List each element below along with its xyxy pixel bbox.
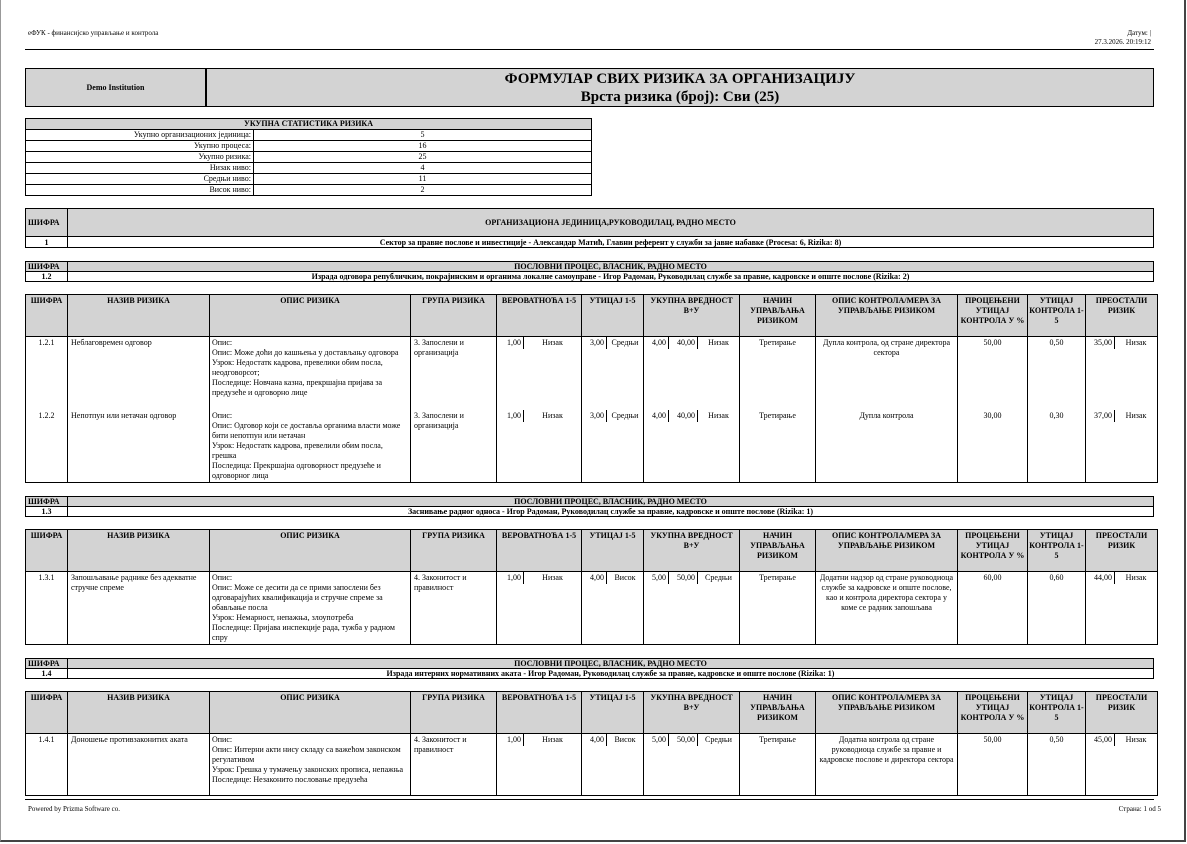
residual-risk-level: Низак bbox=[1125, 338, 1147, 347]
org-text: Сектор за правне послове и инвестиције - Александар Матић, Главни референт у служби за јавне набавке (Procesa: 6, Rizika: 8) bbox=[68, 237, 1154, 248]
process-code: 1.2 bbox=[26, 272, 68, 282]
risk-group: 4. Законитост и правилност bbox=[411, 572, 497, 645]
total-score: 40,00 bbox=[669, 410, 698, 422]
date-label: Датум: | bbox=[1127, 29, 1151, 37]
risk-description-line: Узрок: Грешка у тумачењу законских прописа, непажња bbox=[212, 765, 404, 774]
col-header-mgmt: НАЧИН УПРАВЉАЊА РИЗИКОМ bbox=[740, 530, 816, 572]
control-impact: 0,60 bbox=[1028, 572, 1086, 645]
impact-value: 4,00 bbox=[582, 734, 607, 746]
impact-value: 4,00 bbox=[582, 572, 607, 584]
risk-name: Непотпун или нетачан одговор bbox=[68, 410, 210, 483]
risk-description-line: Узрок: Немарност, непажња, злоупотреба bbox=[212, 613, 354, 622]
risk-row bbox=[26, 734, 1158, 796]
control-description: Додатни надзор од стране руководиоца службе за кадровске и опште послове, као и контрола директора сектора у коме се радник запошљава bbox=[816, 572, 958, 645]
process-code-header: ШИФРА bbox=[26, 659, 68, 669]
risk-description bbox=[210, 337, 411, 410]
institution-name: Demo Institution bbox=[26, 69, 207, 106]
report-title bbox=[207, 69, 1153, 106]
col-header-est: ПРОЦЕЊЕНИ УТИЦАЈ КОНТРОЛА У % bbox=[958, 530, 1028, 572]
risk-name: Неблаговремен одговор bbox=[68, 337, 210, 410]
org-code: 1 bbox=[26, 237, 68, 248]
probability-level: Низак bbox=[542, 338, 563, 347]
control-impact: 0,50 bbox=[1028, 337, 1086, 410]
col-header-impact: УТИЦАЈ 1-5 bbox=[582, 692, 644, 734]
stats-table bbox=[25, 118, 592, 196]
estimated-control-impact: 50,00 bbox=[958, 734, 1028, 796]
risk-header-row bbox=[26, 692, 1158, 734]
header-rule bbox=[25, 49, 1154, 50]
risk-description-line: Опис: Интерни акти нису складу са важећом законском регулативом bbox=[212, 745, 401, 764]
management-method: Третирање bbox=[740, 410, 816, 483]
estimated-control-impact: 30,00 bbox=[958, 410, 1028, 483]
probability-level: Низак bbox=[542, 573, 563, 582]
col-header-group: ГРУПА РИЗИКА bbox=[411, 530, 497, 572]
org-title-header: ОРГАНИЗАЦИОНА ЈЕДИНИЦА,РУКОВОДИЛАЦ, РАДНО МЕСТО bbox=[68, 209, 1154, 237]
residual-risk-value: 37,00 bbox=[1086, 410, 1115, 422]
col-header-group: ГРУПА РИЗИКА bbox=[411, 295, 497, 337]
risk-description-line: Опис: Одговор који се доставља органима власти може бити непотпун или нетачан bbox=[212, 420, 401, 440]
col-header-rest: ПРЕОСТАЛИ РИЗИК bbox=[1086, 692, 1158, 734]
col-header-control: ОПИС КОНТРОЛА/МЕРА ЗА УПРАВЉАЊЕ РИЗИКОМ bbox=[816, 530, 958, 572]
risk-description-line: Узрок: Недостатк кадрова, превелили обим посла, грешка bbox=[212, 440, 383, 460]
process-code-header: ШИФРА bbox=[26, 497, 68, 507]
management-method: Третирање bbox=[740, 572, 816, 645]
management-method: Третирање bbox=[740, 337, 816, 410]
col-header-group: ГРУПА РИЗИКА bbox=[411, 692, 497, 734]
org-unit-table bbox=[25, 208, 1154, 248]
total-score: 50,00 bbox=[669, 572, 698, 584]
col-header-imp2: УТИЦАЈ КОНТРОЛА 1-5 bbox=[1028, 692, 1086, 734]
control-description: Дупла контрола, од стране директора сектора bbox=[816, 337, 958, 410]
stat-value: 5 bbox=[254, 130, 592, 141]
risk-name: Запошљавање раднике без адекватне стручне спреме bbox=[68, 572, 210, 645]
total-level: Низак bbox=[708, 410, 729, 420]
report-title-line1: ФОРМУЛАР СВИХ РИЗИКА ЗА ОРГАНИЗАЦИЈУ bbox=[504, 71, 856, 87]
total-value: 4,00 bbox=[644, 337, 669, 349]
process-title-header: ПОСЛОВНИ ПРОЦЕС, ВЛАСНИК, РАДНО МЕСТО bbox=[68, 262, 1154, 272]
col-header-total: УКУПНА ВРЕДНОСТ В+У bbox=[644, 692, 740, 734]
col-header-code: ШИФРА bbox=[26, 530, 68, 572]
col-header-desc: ОПИС РИЗИКА bbox=[210, 295, 411, 337]
col-header-rest: ПРЕОСТАЛИ РИЗИК bbox=[1086, 295, 1158, 337]
risk-description-line: Узрок: Недостатк кадрова, превелики обим посла, неодговорсот; bbox=[212, 358, 383, 377]
risk-row bbox=[26, 337, 1158, 410]
col-header-imp2: УТИЦАЈ КОНТРОЛА 1-5 bbox=[1028, 295, 1086, 337]
risk-table bbox=[25, 294, 1158, 483]
col-header-prob: ВЕРОВАТНОЋА 1-5 bbox=[497, 530, 582, 572]
risk-name: Доношење противзаконитих аката bbox=[68, 734, 210, 796]
total-score: 40,00 bbox=[669, 337, 698, 349]
risk-group: 3. Запослени и организација bbox=[411, 337, 497, 410]
process-code-header: ШИФРА bbox=[26, 262, 68, 272]
report-title-line2: Врста ризика (број): Сви (25) bbox=[580, 89, 780, 105]
col-header-code: ШИФРА bbox=[26, 692, 68, 734]
risk-description-line: Последице: Незаконито пословање предузећа bbox=[212, 775, 368, 784]
col-header-est: ПРОЦЕЊЕНИ УТИЦАЈ КОНТРОЛА У % bbox=[958, 692, 1028, 734]
stats-heading: УКУПНА СТАТИСТИКА РИЗИКА bbox=[26, 119, 592, 130]
col-header-mgmt: НАЧИН УПРАВЉАЊА РИЗИКОМ bbox=[740, 692, 816, 734]
residual-risk-level: Низак bbox=[1125, 573, 1147, 582]
impact-level: Висок bbox=[614, 735, 636, 744]
risk-row bbox=[26, 572, 1158, 645]
risk-description-line: Опис: Може доћи до кашњења у достављању одговора bbox=[212, 348, 399, 357]
risk-description-line: Опис: Може се десити да се прими запослени без одговарајућих квалификација и стручне спреме за обављање посла bbox=[212, 583, 383, 612]
col-header-total: УКУПНА ВРЕДНОСТ В+У bbox=[644, 530, 740, 572]
footer-powered-by: Powered by Prizma Software co. bbox=[28, 805, 120, 813]
col-header-name: НАЗИВ РИЗИКА bbox=[68, 692, 210, 734]
print-date bbox=[1095, 29, 1151, 47]
probability-value: 1,00 bbox=[497, 572, 524, 584]
risk-header-row bbox=[26, 530, 1158, 572]
total-level: Низак bbox=[708, 338, 729, 347]
total-level: Средњи bbox=[705, 735, 732, 744]
app-name: eФУК - финансијско управљање и контрола bbox=[28, 29, 159, 37]
probability-value: 1,00 bbox=[497, 734, 524, 746]
col-header-name: НАЗИВ РИЗИКА bbox=[68, 295, 210, 337]
residual-risk-value: 35,00 bbox=[1086, 337, 1115, 349]
risk-description-line: Последице: Новчана казна, прекршајна пријава за предузеће и одговорно лице bbox=[212, 378, 383, 397]
risk-description-line: Опис: bbox=[212, 410, 233, 420]
probability-level: Низак bbox=[542, 410, 563, 420]
estimated-control-impact: 50,00 bbox=[958, 337, 1028, 410]
stat-value: 4 bbox=[254, 163, 592, 174]
col-header-control: ОПИС КОНТРОЛА/МЕРА ЗА УПРАВЉАЊЕ РИЗИКОМ bbox=[816, 692, 958, 734]
control-impact: 0,50 bbox=[1028, 734, 1086, 796]
estimated-control-impact: 60,00 bbox=[958, 572, 1028, 645]
col-header-mgmt: НАЧИН УПРАВЉАЊА РИЗИКОМ bbox=[740, 295, 816, 337]
total-value: 5,00 bbox=[644, 572, 669, 584]
process-band bbox=[25, 658, 1154, 679]
process-code: 1.4 bbox=[26, 669, 68, 679]
risk-description-line: Последица: Прекршајна одговорност предузеће и одговорног лица bbox=[212, 460, 381, 480]
process-title-header: ПОСЛОВНИ ПРОЦЕС, ВЛАСНИК, РАДНО МЕСТО bbox=[68, 497, 1154, 507]
total-value: 5,00 bbox=[644, 734, 669, 746]
residual-risk-value: 45,00 bbox=[1086, 734, 1115, 746]
risk-code: 1.2.1 bbox=[26, 337, 68, 410]
process-title-header: ПОСЛОВНИ ПРОЦЕС, ВЛАСНИК, РАДНО МЕСТО bbox=[68, 659, 1154, 669]
stat-value: 25 bbox=[254, 152, 592, 163]
process-text: Израда интерних нормативних аката - Игор Радоман, Руководилац службе за правне, кадровске и опште послове (Rizika: 1) bbox=[68, 669, 1154, 679]
control-description: Дупла контрола bbox=[816, 410, 958, 483]
risk-description-line: Опис: bbox=[212, 735, 233, 744]
process-text: Израда одговора републичким, покрајинским и органима локалне самоуправе - Игор Радоман, Руководилац службе за правне, кадровске и опште послове (Rizika: 2) bbox=[68, 272, 1154, 282]
risk-code: 1.3.1 bbox=[26, 572, 68, 645]
risk-code: 1.2.2 bbox=[26, 410, 68, 483]
stat-label: Укупно организационих јединица: bbox=[26, 130, 254, 141]
probability-value: 1,00 bbox=[497, 337, 524, 349]
org-code-header: ШИФРА bbox=[26, 209, 68, 237]
process-band bbox=[25, 496, 1154, 517]
risk-group: 4. Законитост и правилност bbox=[411, 734, 497, 796]
stat-label: Укупно процеса: bbox=[26, 141, 254, 152]
col-header-name: НАЗИВ РИЗИКА bbox=[68, 530, 210, 572]
probability-level: Низак bbox=[542, 735, 563, 744]
process-text: Заснивање радног односа - Игор Радоман, Руководилац службе за правне, кадровске и опште послове (Rizika: 1) bbox=[68, 507, 1154, 517]
col-header-total: УКУПНА ВРЕДНОСТ В+У bbox=[644, 295, 740, 337]
control-description: Додатна контрола од стране руководиоца службе за правне и кадровске послове и директора сектора bbox=[816, 734, 958, 796]
col-header-prob: ВЕРОВАТНОЋА 1-5 bbox=[497, 295, 582, 337]
risk-table bbox=[25, 529, 1158, 645]
residual-risk-level: Низак bbox=[1125, 410, 1147, 420]
impact-level: Средњи bbox=[611, 338, 639, 347]
impact-value: 3,00 bbox=[582, 337, 607, 349]
risk-description bbox=[210, 410, 411, 483]
col-header-code: ШИФРА bbox=[26, 295, 68, 337]
col-header-impact: УТИЦАЈ 1-5 bbox=[582, 295, 644, 337]
control-impact: 0,30 bbox=[1028, 410, 1086, 483]
stat-label: Висок ниво: bbox=[26, 185, 254, 196]
stat-value: 11 bbox=[254, 174, 592, 185]
col-header-est: ПРОЦЕЊЕНИ УТИЦАЈ КОНТРОЛА У % bbox=[958, 295, 1028, 337]
process-code: 1.3 bbox=[26, 507, 68, 517]
risk-row bbox=[26, 410, 1158, 483]
residual-risk-level: Низак bbox=[1125, 735, 1147, 744]
risk-description-line: Опис: bbox=[212, 338, 233, 347]
col-header-imp2: УТИЦАЈ КОНТРОЛА 1-5 bbox=[1028, 530, 1086, 572]
col-header-impact: УТИЦАЈ 1-5 bbox=[582, 530, 644, 572]
impact-value: 3,00 bbox=[582, 410, 607, 422]
stat-label: Низак ниво: bbox=[26, 163, 254, 174]
total-value: 4,00 bbox=[644, 410, 669, 422]
risk-table bbox=[25, 691, 1158, 796]
col-header-rest: ПРЕОСТАЛИ РИЗИК bbox=[1086, 530, 1158, 572]
stat-label: Укупно ризика: bbox=[26, 152, 254, 163]
col-header-desc: ОПИС РИЗИКА bbox=[210, 692, 411, 734]
risk-description-line: Опис: bbox=[212, 573, 233, 582]
col-header-prob: ВЕРОВАТНОЋА 1-5 bbox=[497, 692, 582, 734]
col-header-desc: ОПИС РИЗИКА bbox=[210, 530, 411, 572]
risk-header-row bbox=[26, 295, 1158, 337]
risk-description-line: Последице: Пријава инспекције рада, тужба у радном спру bbox=[212, 623, 395, 642]
total-score: 50,00 bbox=[669, 734, 698, 746]
risk-description bbox=[210, 734, 411, 796]
total-level: Средњи bbox=[705, 573, 732, 582]
process-band bbox=[25, 261, 1154, 282]
impact-level: Висок bbox=[614, 573, 636, 582]
probability-value: 1,00 bbox=[497, 410, 524, 422]
stat-label: Средњи ниво: bbox=[26, 174, 254, 185]
stat-value: 16 bbox=[254, 141, 592, 152]
risk-code: 1.4.1 bbox=[26, 734, 68, 796]
col-header-control: ОПИС КОНТРОЛА/МЕРА ЗА УПРАВЉАЊЕ РИЗИКОМ bbox=[816, 295, 958, 337]
residual-risk-value: 44,00 bbox=[1086, 572, 1115, 584]
page-number: Страна: 1 od 5 bbox=[1118, 805, 1161, 813]
date-value: 27.3.2026. 20:19:12 bbox=[1094, 38, 1151, 46]
risk-group: 3. Запослени и организација bbox=[411, 410, 497, 483]
impact-level: Средњи bbox=[611, 410, 639, 420]
risk-description bbox=[210, 572, 411, 645]
report-title-box bbox=[25, 68, 1154, 107]
stat-value: 2 bbox=[254, 185, 592, 196]
management-method: Третирање bbox=[740, 734, 816, 796]
footer-rule bbox=[25, 799, 1154, 800]
